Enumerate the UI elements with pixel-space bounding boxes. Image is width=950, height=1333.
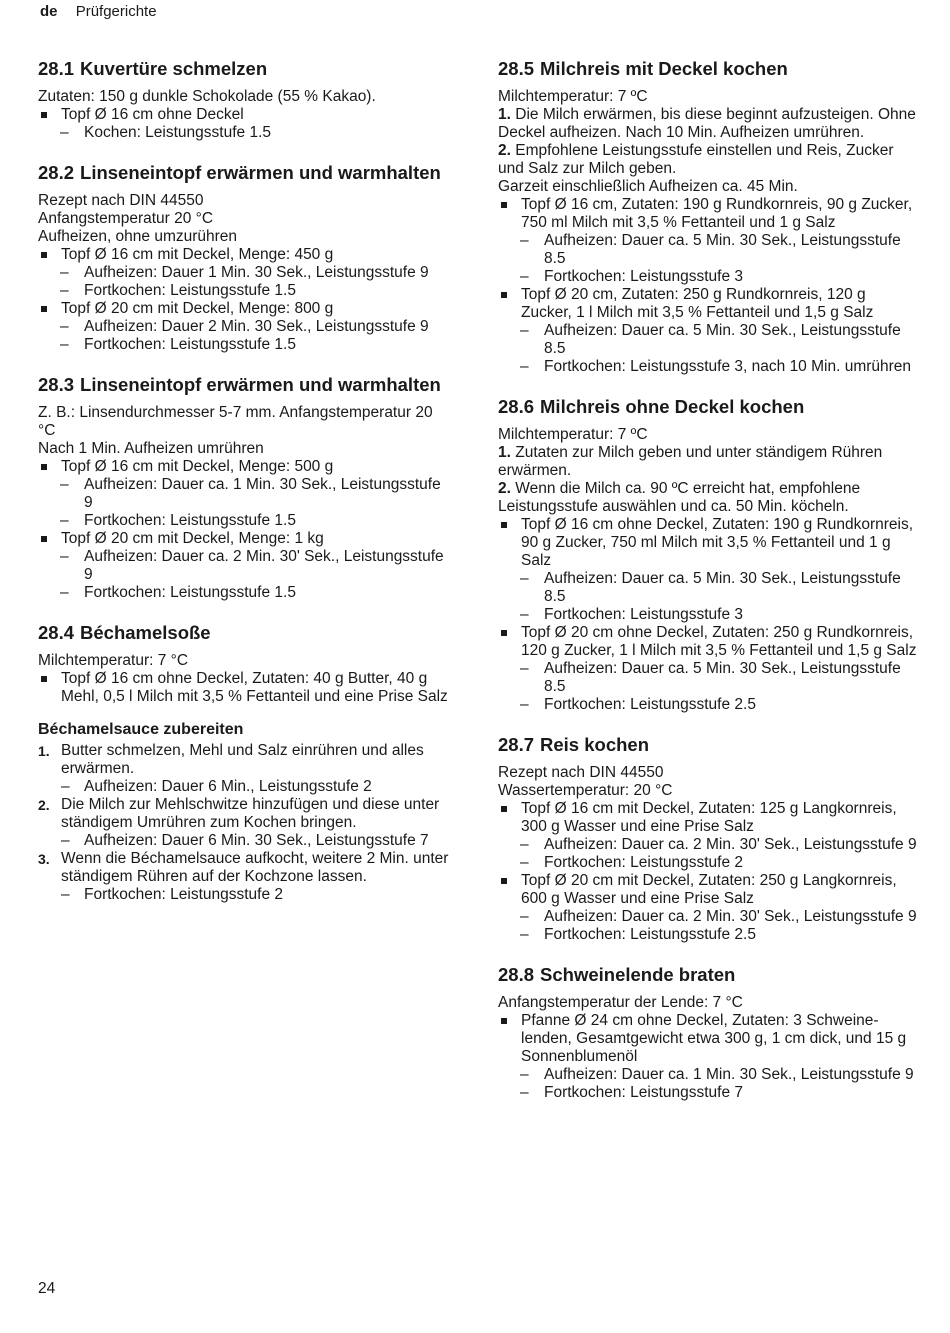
sub-item: – Fortkochen: Leistungsstufe 7 [498, 1084, 918, 1102]
bullet-item: Topf Ø 20 cm, Zutaten: 250 g Rundkornreis, 120 g Zucker, 1 l Milch mit 3,5 % Fettanteil und 1,5 g Salz [498, 286, 918, 322]
intro-text: Wassertemperatur: 20 °C [498, 782, 673, 799]
numbered-step [38, 742, 450, 796]
intro-line: Aufheizen, ohne umzurühren [38, 228, 238, 245]
section-heading [38, 162, 450, 184]
right-column [498, 58, 918, 1122]
section-number: 28.7 [498, 734, 535, 755]
sub-item: – Fortkochen: Leistungsstufe 2 [498, 854, 918, 872]
section [498, 396, 918, 714]
sub-item: – Aufheizen: Dauer ca. 5 Min. 30 Sek., Leistungsstufe 8.5 [498, 322, 918, 358]
sub-item: – Aufheizen: Dauer ca. 1 Min. 30 Sek., Leistungsstufe 9 [498, 1066, 918, 1084]
sub-item: – Kochen: Leistungsstufe 1.5 [38, 124, 450, 142]
intro-line [498, 142, 918, 178]
sub-item: – Fortkochen: Leistungsstufe 3 [498, 268, 918, 286]
section-title: Milchreis ohne Deckel kochen [540, 396, 805, 417]
bullet-item: Topf Ø 20 cm ohne Deckel, Zutaten: 250 g Rundkornreis, 120 g Zucker, 1 l Milch mit 3,5 % Fettanteil und 1,5 g Salz [498, 624, 918, 660]
intro-step-number: 2. [498, 480, 511, 497]
intro-step-number: 1. [498, 106, 511, 123]
section-title: Béchamelsoße [80, 622, 211, 643]
intro-line [498, 480, 918, 516]
step-number: 2. [38, 797, 50, 813]
sub-item: – Aufheizen: Dauer ca. 2 Min. 30' Sek., Leistungsstufe 9 [498, 836, 918, 854]
sub-item: – Aufheizen: Dauer ca. 5 Min. 30 Sek., Leistungsstufe 8.5 [498, 570, 918, 606]
intro-text: Milchtemperatur: 7 ºC [498, 88, 648, 105]
section-title: Reis kochen [540, 734, 650, 755]
sub-item: – Fortkochen: Leistungsstufe 1.5 [38, 282, 450, 300]
step-number: 3. [38, 851, 50, 867]
bullet-item: Topf Ø 16 cm ohne Deckel, Zutaten: 190 g Rundkornreis, 90 g Zucker, 750 ml Milch mit 3,5 % Fettanteil und 1 g Salz [498, 516, 918, 570]
section-title: Kuvertüre schmelzen [80, 58, 268, 79]
section-heading [38, 374, 450, 396]
language-tag: de [40, 3, 58, 20]
intro-step-number: 1. [498, 444, 511, 461]
step-text: Die Milch zur Mehlschwitze hinzufügen und diese unter ständigem Umrühren zum Kochen bringen. [61, 796, 440, 831]
section [38, 162, 450, 354]
section-title: Linseneintopf erwärmen und warmhalten [80, 374, 441, 395]
sub-item: – Aufheizen: Dauer ca. 2 Min. 30' Sek., Leistungsstufe 9 [498, 908, 918, 926]
section-number: 28.4 [38, 622, 75, 643]
sub-item: – Aufheizen: Dauer ca. 5 Min. 30 Sek., Leistungsstufe 8.5 [498, 232, 918, 268]
header-title: Prüfgerichte [75, 3, 157, 20]
numbered-step [38, 850, 450, 904]
sub-item: – Aufheizen: Dauer 1 Min. 30 Sek., Leistungsstufe 9 [38, 264, 450, 282]
sub-item: – Fortkochen: Leistungsstufe 1.5 [38, 512, 450, 530]
section-title: Milchreis mit Deckel kochen [540, 58, 788, 79]
bullet-item: Topf Ø 16 cm mit Deckel, Menge: 450 g [38, 246, 450, 264]
intro-line: Z. B.: Linsendurchmesser 5-7 mm. Anfangstemperatur 20 °C [38, 404, 433, 439]
sub-item: – Fortkochen: Leistungsstufe 3, nach 10 Min. umrühren [498, 358, 918, 376]
intro-text: Zutaten zur Milch geben und unter ständigem Rühren erwärmen. [498, 444, 883, 479]
section-number: 28.6 [498, 396, 535, 417]
section-heading [498, 396, 918, 418]
intro-line [498, 426, 918, 444]
intro-line: Anfangstemperatur 20 °C [38, 210, 214, 227]
bullet-item: Topf Ø 16 cm mit Deckel, Menge: 500 g [38, 458, 450, 476]
bullet-item: Topf Ø 20 cm mit Deckel, Menge: 1 kg [38, 530, 450, 548]
intro-line [498, 106, 918, 142]
sub-item: – Aufheizen: Dauer ca. 2 Min. 30' Sek., Leistungsstufe 9 [38, 548, 450, 584]
sub-item: – Fortkochen: Leistungsstufe 2.5 [498, 696, 918, 714]
subheading: Béchamelsauce zubereiten [38, 721, 244, 738]
step-number: 1. [38, 743, 50, 759]
sub-item: – Fortkochen: Leistungsstufe 1.5 [38, 584, 450, 602]
intro-line: Nach 1 Min. Aufheizen umrühren [38, 440, 264, 457]
intro-text: Wenn die Milch ca. 90 ºC erreicht hat, empfohlene Leistungsstufe auswählen und ca. 50 Min. köcheln. [498, 480, 861, 515]
section-heading [498, 58, 918, 80]
step-text: Butter schmelzen, Mehl und Salz einrühren und alles erwärmen. [61, 742, 424, 777]
intro-line [498, 444, 918, 480]
section-number: 28.3 [38, 374, 75, 395]
intro-step-number: 2. [498, 142, 511, 159]
section-number: 28.1 [38, 58, 75, 79]
bullet-item: Topf Ø 16 cm mit Deckel, Zutaten: 125 g Langkornreis, 300 g Wasser und eine Prise Salz [498, 800, 918, 836]
sub-item: – Fortkochen: Leistungsstufe 3 [498, 606, 918, 624]
sub-item: – Aufheizen: Dauer ca. 5 Min. 30 Sek., Leistungsstufe 8.5 [498, 660, 918, 696]
section [498, 58, 918, 376]
section-title: Schweinelende braten [540, 964, 736, 985]
left-column [38, 58, 450, 924]
section-heading [38, 58, 450, 80]
section [498, 964, 918, 1102]
bullet-item: Topf Ø 16 cm ohne Deckel, Zutaten: 40 g Butter, 40 g Mehl, 0,5 l Milch mit 3,5 % Fettanteil und eine Prise Salz [38, 670, 450, 706]
section-heading [38, 622, 450, 644]
section-title: Linseneintopf erwärmen und warmhalten [80, 162, 441, 183]
section-number: 28.8 [498, 964, 535, 985]
intro-line [498, 782, 918, 800]
intro-line [498, 994, 918, 1012]
intro-line: Rezept nach DIN 44550 [38, 192, 204, 209]
bullet-item: Pfanne Ø 24 cm ohne Deckel, Zutaten: 3 Schweinelenden, Gesamtgewicht etwa 300 g, 1 cm dick, und 15 g Sonnenblumenöl [498, 1012, 918, 1066]
section-number: 28.5 [498, 58, 535, 79]
sub-item: – Fortkochen: Leistungsstufe 2.5 [498, 926, 918, 944]
sub-item: – Aufheizen: Dauer 6 Min. 30 Sek., Leistungsstufe 7 [61, 832, 450, 850]
intro-text: Empfohlene Leistungsstufe einstellen und Reis, Zucker und Salz zur Milch geben. [498, 142, 894, 177]
section-number: 28.2 [38, 162, 75, 183]
bullet-item: Topf Ø 20 cm mit Deckel, Menge: 800 g [38, 300, 450, 318]
intro-text: Anfangstemperatur der Lende: 7 °C [498, 994, 743, 1011]
intro-text: Milchtemperatur: 7 ºC [498, 426, 648, 443]
sub-item: – Fortkochen: Leistungsstufe 1.5 [38, 336, 450, 354]
numbered-step [38, 796, 450, 850]
bullet-item: Topf Ø 16 cm, Zutaten: 190 g Rundkornreis, 90 g Zucker, 750 ml Milch mit 3,5 % Fettanteil und 1 g Salz [498, 196, 918, 232]
intro-text: Garzeit einschließlich Aufheizen ca. 45 Min. [498, 178, 798, 195]
section [38, 58, 450, 142]
step-text: Wenn die Béchamelsauce aufkocht, weitere 2 Min. unter ständigem Rühren auf der Kochzone lassen. [61, 850, 449, 885]
sub-item: – Aufheizen: Dauer ca. 1 Min. 30 Sek., Leistungsstufe 9 [38, 476, 450, 512]
intro-line [498, 178, 918, 196]
intro-line [498, 88, 918, 106]
sub-item: – Aufheizen: Dauer 2 Min. 30 Sek., Leistungsstufe 9 [38, 318, 450, 336]
intro-text: Rezept nach DIN 44550 [498, 764, 664, 781]
intro-line: Zutaten: 150 g dunkle Schokolade (55 % Kakao). [38, 88, 376, 105]
intro-line: Milchtemperatur: 7 °C [38, 652, 189, 669]
section-heading [498, 734, 918, 756]
sub-item: – Fortkochen: Leistungsstufe 2 [61, 886, 450, 904]
section [38, 374, 450, 602]
intro-line [498, 764, 918, 782]
section [38, 622, 450, 904]
bullet-item: Topf Ø 16 cm ohne Deckel [38, 106, 450, 124]
page-header [40, 3, 157, 21]
section [498, 734, 918, 944]
section-heading [498, 964, 918, 986]
intro-text: Die Milch erwärmen, bis diese beginnt aufzusteigen. Ohne Deckel aufheizen. Nach 10 Min. Aufheizen umrühren. [498, 106, 916, 141]
sub-item: – Aufheizen: Dauer 6 Min., Leistungsstufe 2 [61, 778, 450, 796]
bullet-item: Topf Ø 20 cm mit Deckel, Zutaten: 250 g Langkornreis, 600 g Wasser und eine Prise Salz [498, 872, 918, 908]
page-number: 24 [38, 1280, 56, 1297]
